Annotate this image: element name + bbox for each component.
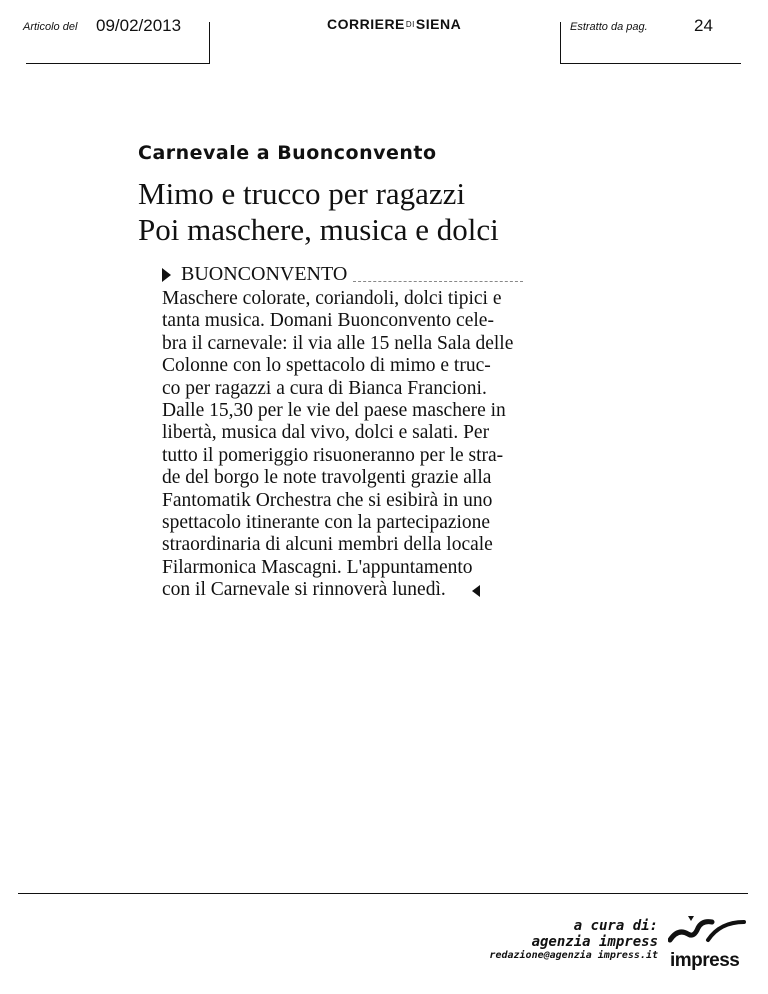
masthead-logo bbox=[327, 16, 461, 32]
footer-rule bbox=[18, 893, 748, 894]
body-line-last bbox=[162, 579, 513, 601]
article-dateline bbox=[162, 263, 523, 286]
article-kicker: Carnevale a Buonconvento bbox=[138, 142, 437, 164]
body-line: libertà, musica dal vivo, dolci e salati. Per bbox=[162, 422, 490, 444]
header-divider-left bbox=[209, 22, 210, 64]
header-rule-left bbox=[26, 63, 209, 64]
masthead-left: CORRIERE bbox=[327, 16, 405, 32]
masthead-right: SIENA bbox=[415, 16, 462, 32]
impress-mark-icon bbox=[668, 914, 748, 952]
logo-word: impress bbox=[670, 950, 740, 971]
estratto-label: Estratto da pag. bbox=[570, 21, 648, 33]
agency-email: redazione@agenzia impress.it bbox=[489, 950, 658, 961]
body-line: straordinaria di alcuni membri della locale bbox=[162, 534, 493, 556]
header-divider-right bbox=[560, 22, 561, 64]
curated-by: a cura di: bbox=[573, 918, 658, 934]
header-rule-right bbox=[560, 63, 741, 64]
headline-line: Mimo e trucco per ragazzi bbox=[138, 176, 466, 211]
body-line: Fantomatik Orchestra che si esibirà in uno bbox=[162, 489, 493, 511]
body-line: co per ragazzi a cura di Bianca Francioni. bbox=[162, 377, 487, 399]
dateline-dashes bbox=[353, 267, 523, 282]
body-line: Maschere colorate, coriandoli, dolci tipici e bbox=[162, 288, 502, 309]
body-line: spettacolo itinerante con la partecipazione bbox=[162, 512, 491, 534]
body-line: Colonne con lo spettacolo di mimo e truc- bbox=[162, 355, 491, 377]
end-mark-icon bbox=[472, 585, 480, 597]
headline-line: Poi maschere, musica e dolci bbox=[138, 212, 499, 247]
impress-logo bbox=[668, 914, 748, 970]
masthead-mid: DI bbox=[405, 19, 415, 29]
triangle-right-icon bbox=[162, 268, 171, 282]
body-line: Filarmonica Mascagni. L'appuntamento bbox=[162, 556, 473, 578]
body-line: tutto il pomeriggio risuoneranno per le stra- bbox=[162, 444, 504, 466]
article-body bbox=[162, 288, 513, 602]
footer-credit bbox=[489, 918, 658, 961]
body-line: tanta musica. Domani Buonconvento cele- bbox=[162, 310, 494, 332]
article-date: 09/02/2013 bbox=[96, 16, 182, 35]
articolo-label: Articolo del bbox=[23, 21, 78, 33]
body-line: Dalle 15,30 per le vie del paese maschere in bbox=[162, 400, 506, 422]
agency-name: agenzia impress bbox=[531, 934, 658, 950]
body-line: con il Carnevale si rinnoverà lunedì. bbox=[162, 579, 446, 601]
body-line: de del borgo le note travolgenti grazie alla bbox=[162, 467, 492, 489]
body-line: bra il carnevale: il via alle 15 nella Sala delle bbox=[162, 332, 514, 354]
page-number: 24 bbox=[694, 16, 713, 35]
article-headline bbox=[138, 176, 499, 248]
dateline-text: BUONCONVENTO bbox=[181, 263, 348, 285]
